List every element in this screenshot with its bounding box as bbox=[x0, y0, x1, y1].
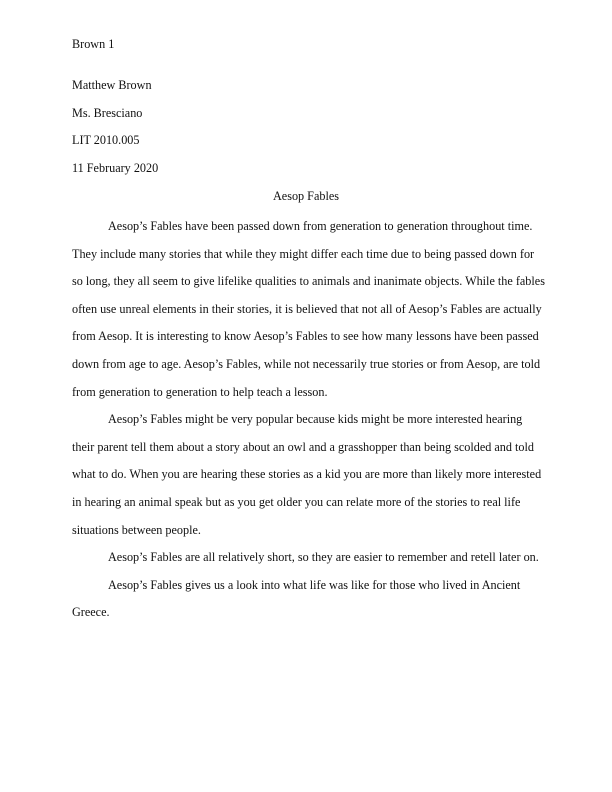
paragraph-4 bbox=[72, 572, 540, 627]
paragraph-line: what to do. When you are hearing these stories as a kid you are more than likely more interested bbox=[72, 467, 542, 482]
paragraph-2 bbox=[72, 406, 540, 544]
paragraph-line: They include many stories that while they might differ each time due to being passed down for bbox=[72, 246, 535, 261]
paragraph-line: Aesop’s Fables gives us a look into what life was like for those who lived in Ancient bbox=[108, 577, 521, 592]
paragraph-line: often use unreal elements in their stories, it is believed that not all of Aesop’s Fables are actually bbox=[72, 301, 542, 316]
submission-date: 11 February 2020 bbox=[72, 161, 159, 175]
paragraph-line: from Aesop. It is interesting to know Aesop’s Fables to see how many lessons have been passed bbox=[72, 329, 539, 344]
paragraph-1 bbox=[72, 213, 545, 406]
course-code: LIT 2010.005 bbox=[72, 133, 140, 147]
paragraph-line: Aesop’s Fables have been passed down from generation to generation throughout time. bbox=[108, 219, 533, 233]
paragraph-line: in hearing an animal speak but as you get older you can relate more of the stories to real life bbox=[72, 494, 521, 509]
paragraph-line: situations between people. bbox=[72, 522, 201, 537]
author-name: Matthew Brown bbox=[72, 78, 152, 92]
page-header: Brown 1 bbox=[72, 37, 115, 51]
essay-title: Aesop Fables bbox=[272, 189, 339, 203]
paragraph-line: Greece. bbox=[72, 605, 110, 620]
paragraph-line: so long, they all seem to give lifelike qualities to animals and inanimate objects. While the fables bbox=[72, 274, 545, 289]
paragraph-line: Aesop’s Fables are all relatively short, so they are easier to remember and retell later on. bbox=[108, 550, 539, 565]
instructor-name: Ms. Bresciano bbox=[72, 106, 143, 120]
paragraph-line: their parent tell them about a story about an owl and a grasshopper than being scolded and told bbox=[72, 439, 534, 454]
paragraph-line: Aesop’s Fables might be very popular because kids might be more interested hearing bbox=[108, 412, 523, 427]
paragraph-3 bbox=[72, 544, 540, 572]
paragraph-line: from generation to generation to help teach a lesson. bbox=[72, 384, 328, 399]
essay-body bbox=[72, 213, 545, 627]
paragraph-line: down from age to age. Aesop’s Fables, while not necessarily true stories or from Aesop, are told bbox=[72, 356, 541, 371]
